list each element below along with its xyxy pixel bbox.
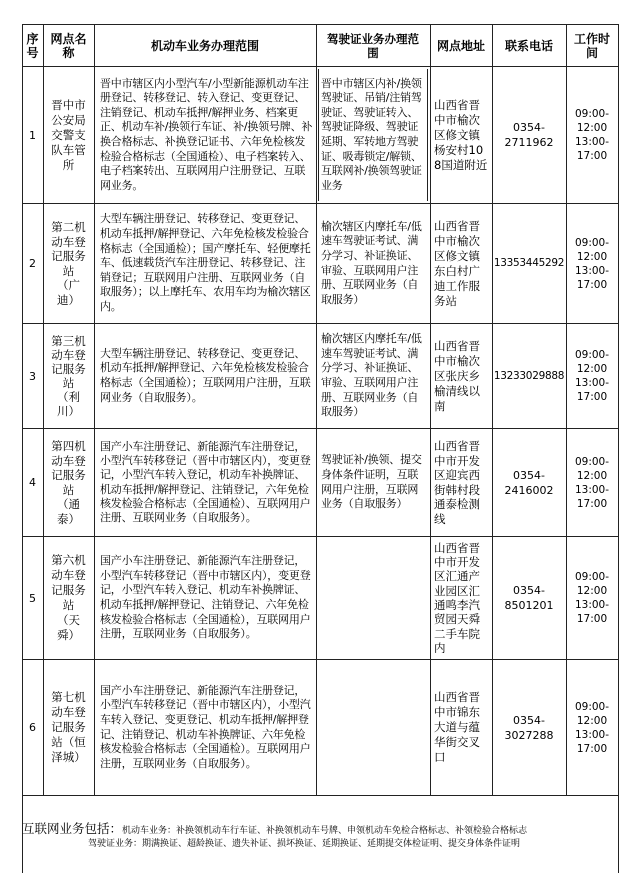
row-5-driver-scope (318, 537, 428, 659)
row-2-driver-scope: 榆次辖区内摩托车/低速车驾驶证考试、满分学习、补证换证、审验、互联网用户注册、互联网业务（自取服务） (321, 219, 422, 306)
row-6-seq: 6 (29, 721, 36, 734)
row-3-hours: 09:00- 12:00 13:00- 17:00 (574, 349, 610, 403)
row-2-name: 第二机 动车登 记服务 站 （广 迪） (51, 220, 86, 307)
internet-services-label: 互联网业务包括： (22, 821, 123, 836)
row-4-name: 第四机 动车登 记服务 站 （通 泰） (51, 439, 86, 526)
header-phone: 联系电话 (504, 38, 553, 53)
row-3-name: 第三机 动车登 记服务 站 （利 川） (51, 334, 86, 418)
rule-col-3 (316, 24, 317, 795)
row-4-vehicle-scope: 国产小车注册登记、新能源汽车注册登记，小型汽车转移登记（晋中市辖区内），变更登记，小型汽车转入登记，机动车补换牌证、机动车抵押/解押登记、注销登记，六年免检核发检验合格标志（全国通检）、互联网用户注册、互联网业务（自取服务）。 (100, 439, 311, 524)
internet-services-note (22, 822, 618, 851)
row-4-seq: 4 (29, 476, 36, 489)
header-address: 网点地址 (436, 38, 485, 53)
row-6-hours: 09:00- 12:00 13:00- 17:00 (574, 700, 610, 755)
row-5-address: 山西省晋中市开发区汇通产业园区汇通鸣李汽贸园天舜二手车院内 (434, 540, 480, 655)
header-hours: 工作时 间 (573, 31, 610, 60)
driver-internet-services: 驾驶证业务：期满换证、超龄换证、遗失补证、损坏换证、延期换证、延期提交体检证明、提交身体条件证明 (88, 839, 521, 849)
row-4-phone: 0354- 2416002 (504, 468, 554, 497)
row-3-driver-scope: 榆次辖区内摩托车/低速车驾驶证考试、满分学习、补证换证、审验、互联网用户注册、互联网业务（自取服务） (321, 332, 422, 419)
row-5-hours: 09:00- 12:00 13:00- 17:00 (574, 571, 610, 625)
row-6-address: 山西省晋中市锦东大道与蕴华街交叉口 (434, 690, 480, 764)
row-1-vehicle-scope: 晋中市辖区内小型汽车/小型新能源机动车注册登记、转移登记、转入登记、变更登记、注销登记、机动车抵押/解押业务、档案更正、机动车补/换领行车证、补/换领号牌、补换合格标志、补换登记证书、六年免检核发检验合格标志（全国通检）、电子档案转入、电子档案转出、互联网用户注册登记、互联网业务。 (100, 76, 313, 192)
row-4-hours: 09:00- 12:00 13:00- 17:00 (574, 455, 610, 510)
row-5-vehicle-scope: 国产小车注册登记、新能源汽车注册登记，小型汽车转移登记（晋中市辖区内），变更登记，小型汽车转入登记、机动车补换牌证、机动车抵押/解押登记、注销登记、六年免检核发检验合格标志（全国通检），互联网用户注册，互联网业务（自取服务）。 (100, 554, 311, 641)
row-5-seq: 5 (29, 591, 36, 605)
vehicle-internet-services: 机动车业务：补换领机动车行车证、补换领机动车号牌、申领机动车免检合格标志、补领检验合格标志 (122, 826, 528, 836)
internet-services-line-1 (22, 822, 618, 838)
header-name: 网点名 称 (50, 31, 87, 60)
row-3-address: 山西省晋中市榆次区张庆乡榆清线以南 (434, 338, 480, 413)
row-2-seq: 2 (29, 257, 36, 270)
row-6-vehicle-scope: 国产小车注册登记、新能源汽车注册登记，小型汽车转移登记（晋中市辖区内），小型汽车转入登记、变更登记、机动车抵押/解押登记、注销登记、机动车补换牌证、六年免检核发检验合格标志（全国通检）。互联网用户注册，互联网业务（自取服务）。 (100, 683, 311, 770)
row-3-seq: 3 (29, 369, 36, 383)
row-1-phone: 0354- 2711962 (504, 121, 554, 149)
row-4-address: 山西省晋中市开发区迎宾西街韩村段通泰检测线 (434, 439, 480, 526)
header-seq: 序 号 (26, 31, 39, 60)
row-2-address: 山西省晋中市榆次区修文镇东白村广迪工作服务站 (434, 218, 480, 308)
row-2-phone: 13353445292 (493, 257, 565, 269)
row-5-name: 第六机 动车登 记服务 站 （天 舜） (51, 553, 86, 642)
header-vehicle-scope: 机动车业务办理范围 (150, 38, 259, 53)
row-4-driver-scope: 驾驶证补/换领、提交身体条件证明，互联网用户注册，互联网业务（自取服务） (321, 453, 422, 511)
rule-right (618, 24, 619, 873)
row-1-hours: 09:00- 12:00 13:00- 17:00 (574, 108, 610, 162)
row-5-phone: 0354- 8501201 (504, 584, 554, 612)
row-1-name: 晋中市 公安局 交警支 队车管 所 (51, 97, 86, 172)
rule-row-6-bottom (22, 795, 618, 796)
row-3-vehicle-scope: 大型车辆注册登记、转移登记、变更登记、机动车抵押/解押登记、六年免检核发检验合格标志（全国通检）；互联网用户注册，互联网业务（自取服务）。 (100, 346, 311, 404)
row-3-phone: 13233029888 (493, 369, 565, 382)
row-6-name: 第七机 动车登 记服务 站（恒 泽城） (51, 690, 86, 764)
row-6-phone: 0354- 3027288 (504, 713, 554, 742)
row-2-vehicle-scope: 大型车辆注册登记、转移登记、变更登记、机动车抵押/解押登记、六年免检核发检验合格标志（全国通检）；国产摩托车、轻便摩托车、低速载货汽车注册登记、转移登记、注销登记；互联网用户注册、互联网业务（自取服务）；以上摩托车、农用车均为榆次辖区内。 (100, 212, 311, 313)
header-driver-scope: 驾驶证业务办理范 围 (327, 31, 419, 60)
row-6-driver-scope (318, 660, 428, 795)
rule-col-2 (94, 24, 95, 795)
row-1-seq: 1 (29, 128, 36, 142)
row-1-driver-scope: 晋中市辖区内补/换领驾驶证、吊销/注销驾驶证、驾驶证转入、驾驶证降级、驾驶证延期、军转地方驾驶证、吸毒锁定/解锁、互联网补/换领驾驶证业务 (321, 76, 422, 192)
row-1-address: 山西省晋中市榆次区修文镇杨安村108国道附近 (434, 97, 488, 172)
row-2-hours: 09:00- 12:00 13:00- 17:00 (574, 236, 610, 291)
